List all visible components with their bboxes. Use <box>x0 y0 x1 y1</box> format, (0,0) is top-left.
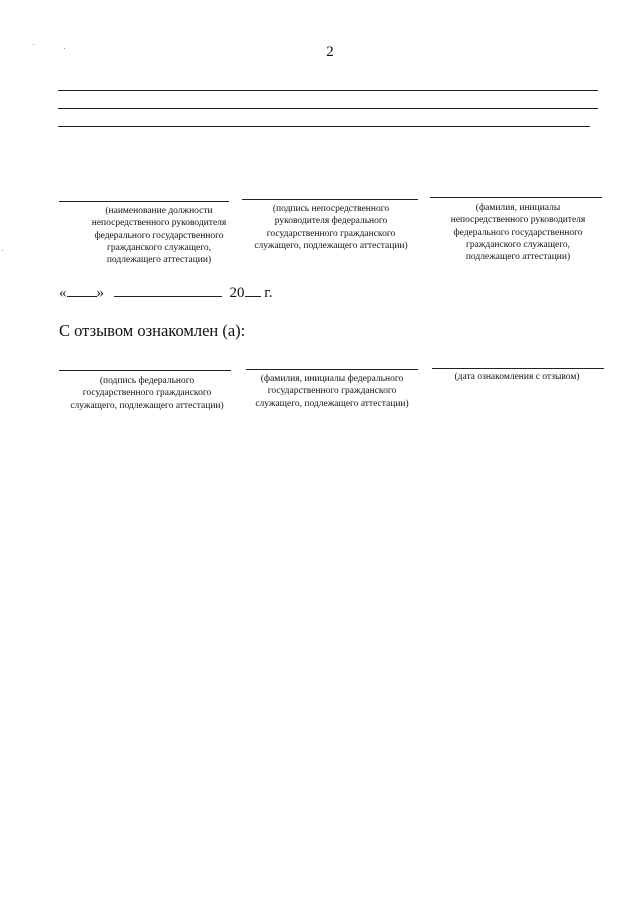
signature-line-supervisor-name <box>430 197 602 198</box>
review-line-3 <box>58 126 590 127</box>
caption-ack-date: (дата ознакомления с отзывом) <box>454 372 580 382</box>
review-line-2 <box>58 108 598 109</box>
scan-speck <box>2 250 3 251</box>
page-number: 2 <box>326 44 334 60</box>
date-open-quote: « <box>59 285 67 301</box>
caption-supervisor-sign: (подпись непосредственного руководителя федерального государственного гражданского служащего, подлежащего аттестации) <box>254 204 408 251</box>
caption-supervisor-name: (фамилия, инициалы непосредственного руководителя федерального государственного гражданского служащего, подлежащего аттестации) <box>450 203 586 263</box>
signature-line-position <box>59 201 229 202</box>
date-month-blank <box>114 284 222 297</box>
signature-line-employee-name <box>246 369 418 370</box>
signature-line-employee-sign <box>59 370 231 371</box>
review-line-1 <box>58 90 598 91</box>
date-close-quote: » <box>96 285 104 301</box>
signature-line-supervisor-sign <box>242 199 418 200</box>
caption-position: (наименование должности непосредственного руководителя федерального государственного гражданского служащего, подлежащего аттестации) <box>91 206 227 266</box>
caption-employee-sign: (подпись федерального государственного гражданского служащего, подлежащего аттестации) <box>70 376 224 411</box>
acknowledged-heading: С отзывом ознакомлен (а): <box>59 321 246 340</box>
date-year-prefix: 20 <box>229 285 245 301</box>
scan-speck <box>64 48 65 49</box>
signature-line-ack-date <box>432 368 604 369</box>
date-day-blank <box>67 284 97 297</box>
date-year-blank <box>245 284 261 297</box>
date-year-suffix: г. <box>260 285 273 301</box>
scan-speck <box>33 44 34 45</box>
date-line <box>59 284 272 302</box>
caption-employee-name: (фамилия, инициалы федерального государственного гражданского служащего, подлежащего аттестации) <box>255 374 409 409</box>
